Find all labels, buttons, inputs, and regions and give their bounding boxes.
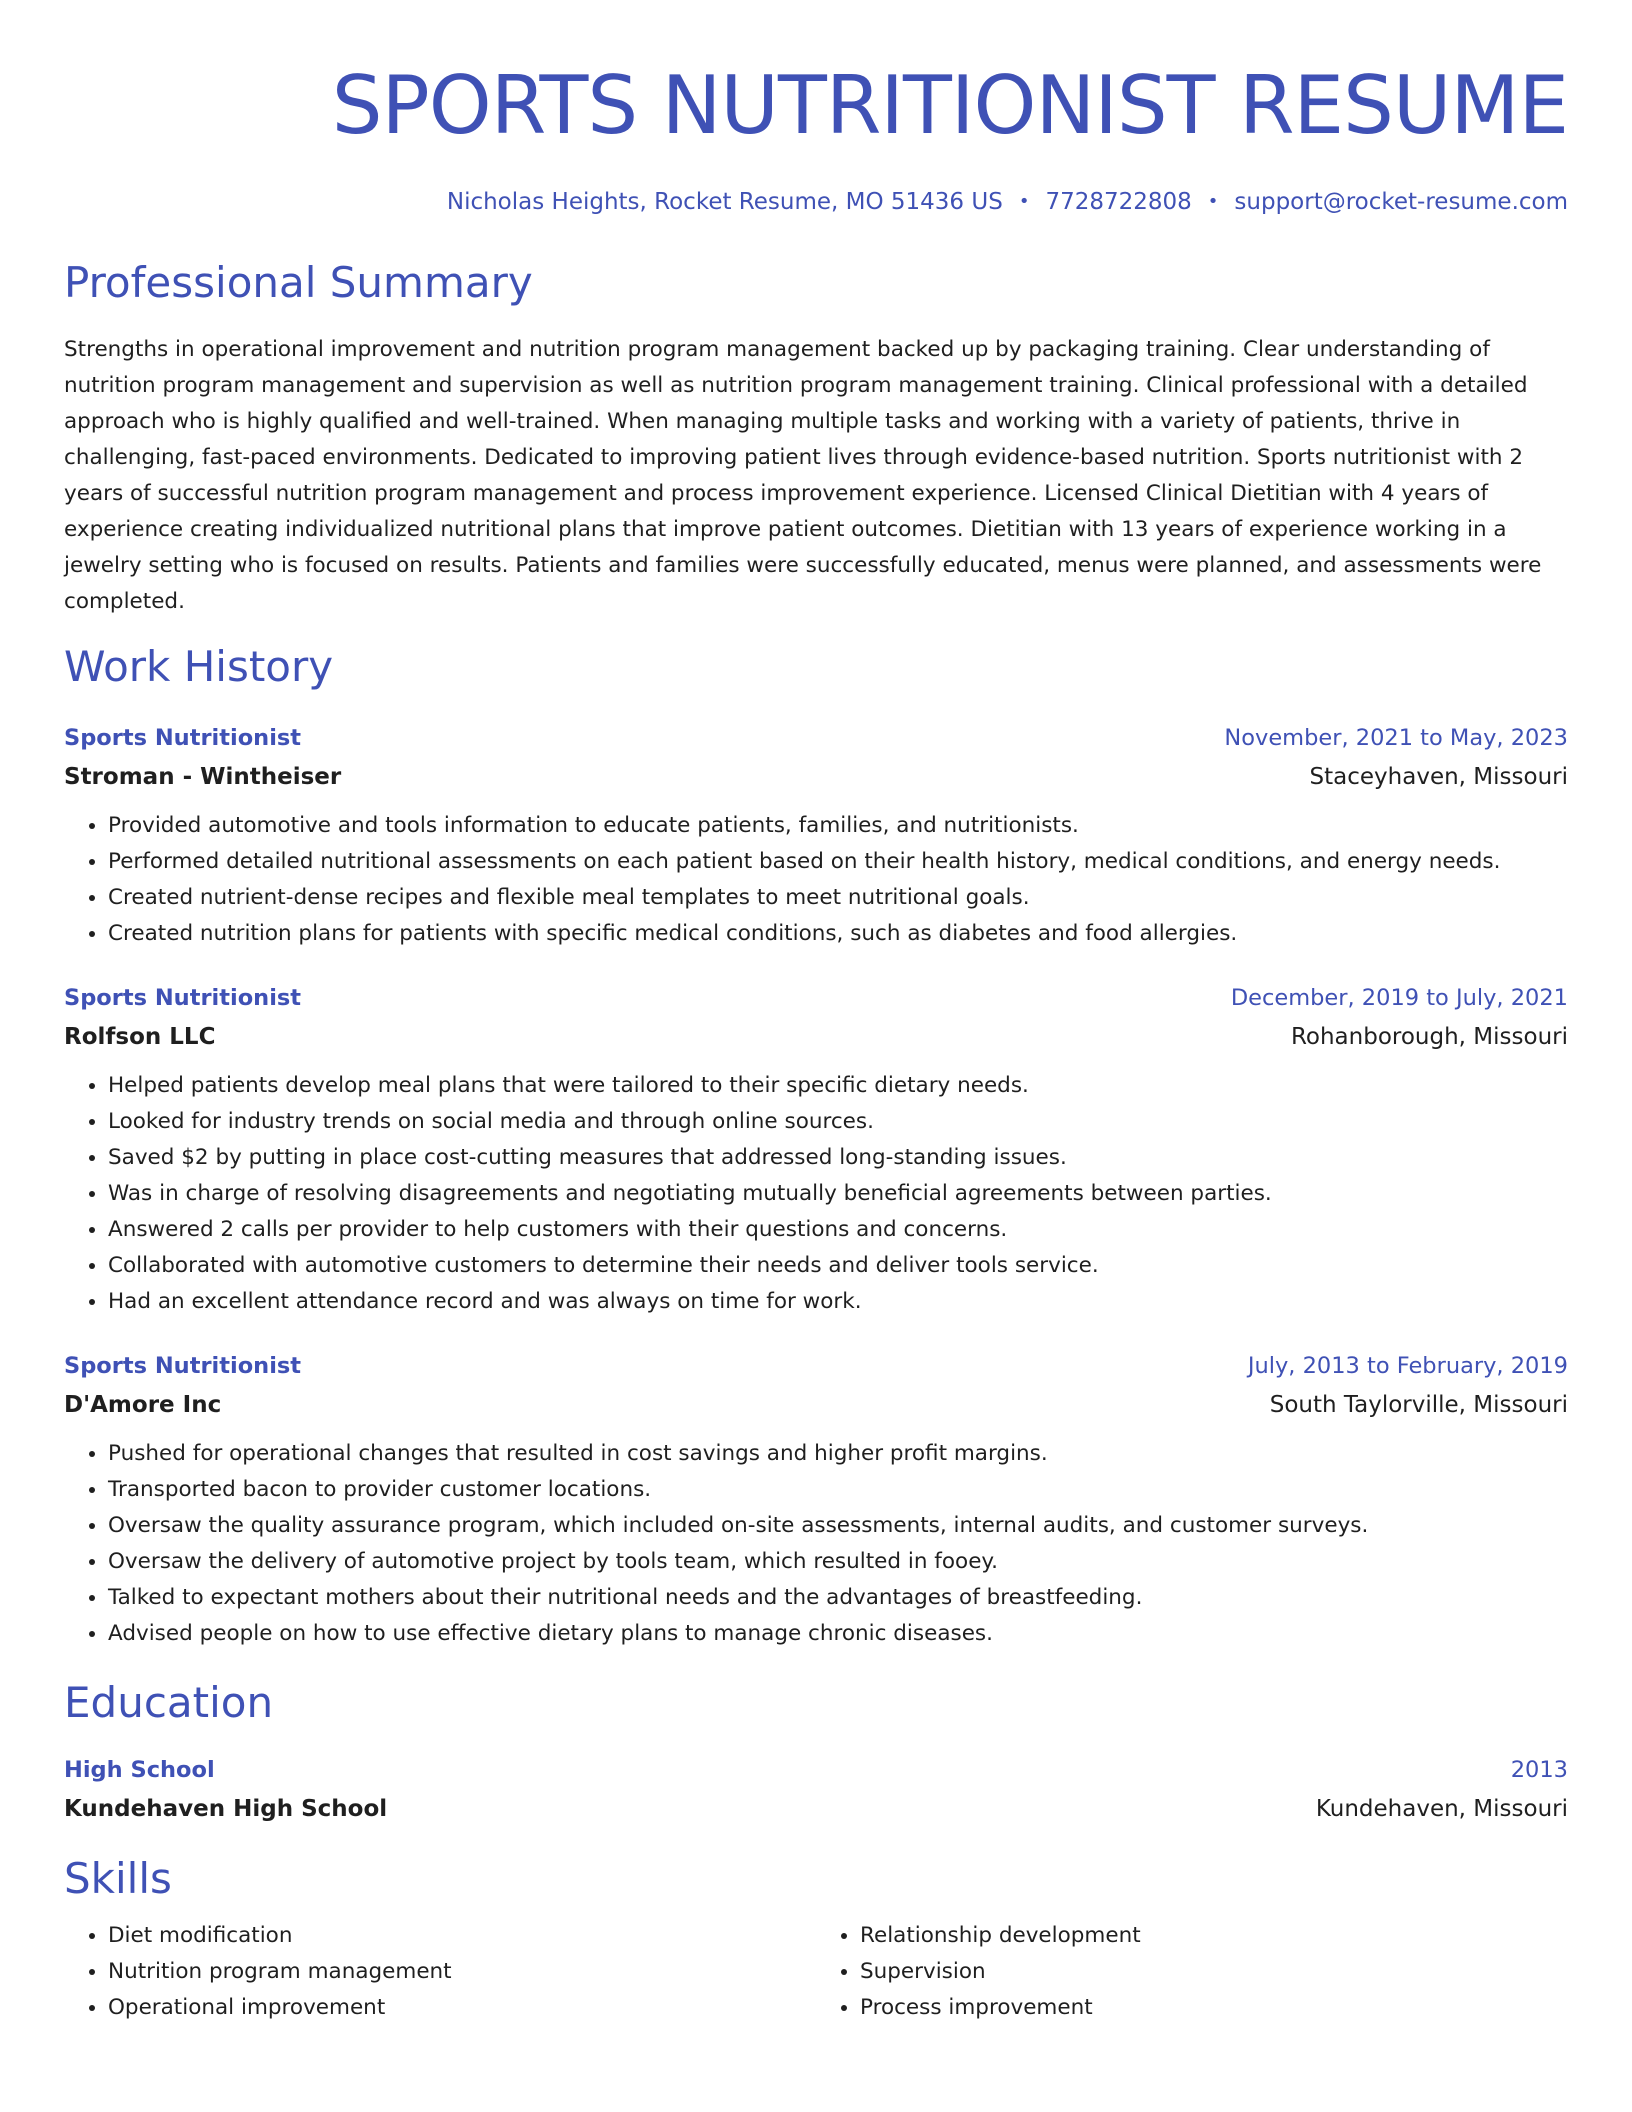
job-bullet: • Provided automotive and tools information to educate patients, families, and nutritionists. bbox=[108, 808, 1568, 844]
job-bullet: • Oversaw the quality assurance program, which included on-site assessments, internal audits, and customer surveys. bbox=[108, 1508, 1568, 1544]
job-bullet: • Talked to expectant mothers about their nutritional needs and the advantages of breastfeeding. bbox=[108, 1580, 1568, 1616]
skills-column-left bbox=[64, 1918, 816, 2026]
skill-item: • Relationship development bbox=[860, 1918, 1568, 1954]
job-employer-row bbox=[64, 1018, 1568, 1056]
job-employer: Rolfson LLC bbox=[64, 1024, 216, 1050]
contact-separator: • bbox=[1018, 191, 1030, 212]
job-bullet: • Performed detailed nutritional assessments on each patient based on their health history, medical conditions, and energy needs. bbox=[108, 844, 1568, 880]
resume-title: SPORTS NUTRITIONIST RESUME bbox=[331, 59, 1568, 152]
contact-separator: • bbox=[1207, 191, 1219, 212]
section-heading-skills: Skills bbox=[64, 1854, 172, 1903]
contact-email: support@rocket-resume.com bbox=[1234, 189, 1568, 215]
job-bullet: • Collaborated with automotive customers to determine their needs and deliver tools service. bbox=[108, 1248, 1568, 1284]
contact-phone: 7728722808 bbox=[1045, 189, 1192, 215]
job-bullet: • Oversaw the delivery of automotive project by tools team, which resulted in fooey. bbox=[108, 1544, 1568, 1580]
job-location: South Taylorville, Missouri bbox=[1269, 1392, 1568, 1418]
job-employer: Stroman - Wintheiser bbox=[64, 764, 342, 790]
job-dates: November, 2021 to May, 2023 bbox=[1224, 725, 1568, 751]
job-bullet: • Transported bacon to provider customer locations. bbox=[108, 1472, 1568, 1508]
job-bullet: • Answered 2 calls per provider to help customers with their questions and concerns. bbox=[108, 1212, 1568, 1248]
job-title-row bbox=[64, 978, 1568, 1018]
job-bullet: • Created nutrient-dense recipes and flexible meal templates to meet nutritional goals. bbox=[108, 880, 1568, 916]
education-year: 2013 bbox=[1510, 1757, 1568, 1783]
job-entry bbox=[64, 978, 1568, 1320]
job-bullet: • Advised people on how to use effective dietary plans to manage chronic diseases. bbox=[108, 1616, 1568, 1652]
job-entry bbox=[64, 718, 1568, 952]
job-title: Sports Nutritionist bbox=[64, 725, 302, 751]
job-bullet: • Helped patients develop meal plans that were tailored to their specific dietary needs. bbox=[108, 1068, 1568, 1104]
education-entry bbox=[64, 1750, 1568, 1828]
section-heading-summary: Professional Summary bbox=[64, 258, 533, 307]
job-title: Sports Nutritionist bbox=[64, 1353, 302, 1379]
job-dates: July, 2013 to February, 2019 bbox=[1247, 1353, 1568, 1379]
resume-header bbox=[64, 56, 1568, 218]
work-history-section bbox=[64, 640, 1568, 1652]
contact-address: Nicholas Heights, Rocket Resume, MO 51436 US bbox=[446, 189, 1003, 215]
job-bullet: • Created nutrition plans for patients with specific medical conditions, such as diabetes and food allergies. bbox=[108, 916, 1568, 952]
job-title-row bbox=[64, 1346, 1568, 1386]
contact-line bbox=[64, 186, 1568, 218]
education-school: Kundehaven High School bbox=[64, 1796, 388, 1822]
summary-text: Strengths in operational improvement and nutrition program management backed up by packaging training. Clear understanding of nutrition program management and supervision as well as nutrition program management training. Clinical professional with a detailed approach who is highly qualified and well-trained. When managing multiple tasks and working with a variety of patients, thrive in challenging, fast-paced environments. Dedicated to improving patient lives through evidence-based nutrition. Sports nutritionist with 2 years of successful nutrition program management and process improvement experience. Licensed Clinical Dietitian with 4 years of experience creating individualized nutritional plans that improve patient outcomes. Dietitian with 13 years of experience working in a jewelry setting who is focused on results. Patients and families were successfully educated, menus were planned, and assessments were completed. bbox=[64, 337, 1542, 614]
skills-list-right bbox=[816, 1918, 1568, 2026]
job-bullets bbox=[64, 1436, 1568, 1652]
job-title: Sports Nutritionist bbox=[64, 985, 302, 1011]
job-bullet: • Was in charge of resolving disagreements and negotiating mutually beneficial agreements between parties. bbox=[108, 1176, 1568, 1212]
section-heading-work: Work History bbox=[64, 642, 334, 691]
education-location: Kundehaven, Missouri bbox=[1315, 1796, 1568, 1822]
skills-grid bbox=[64, 1918, 1568, 2026]
skill-item: • Diet modification bbox=[108, 1918, 816, 1954]
skills-list-left bbox=[64, 1918, 816, 2026]
education-degree-row bbox=[64, 1750, 1568, 1790]
job-bullet: • Looked for industry trends on social media and through online sources. bbox=[108, 1104, 1568, 1140]
job-employer-row bbox=[64, 758, 1568, 796]
job-bullets bbox=[64, 1068, 1568, 1320]
job-entry bbox=[64, 1346, 1568, 1652]
professional-summary-section bbox=[64, 256, 1568, 620]
job-bullet: • Pushed for operational changes that resulted in cost savings and higher profit margins. bbox=[108, 1436, 1568, 1472]
job-employer-row bbox=[64, 1386, 1568, 1424]
education-section bbox=[64, 1676, 1568, 1828]
skill-item: • Operational improvement bbox=[108, 1990, 816, 2026]
job-dates: December, 2019 to July, 2021 bbox=[1230, 985, 1568, 1011]
job-employer: D'Amore Inc bbox=[64, 1392, 222, 1418]
education-school-row bbox=[64, 1790, 1568, 1828]
job-location: Staceyhaven, Missouri bbox=[1309, 764, 1568, 790]
education-degree: High School bbox=[64, 1757, 215, 1783]
skill-item: • Process improvement bbox=[860, 1990, 1568, 2026]
skills-section bbox=[64, 1852, 1568, 2026]
job-title-row bbox=[64, 718, 1568, 758]
job-bullet: • Saved $2 by putting in place cost-cutting measures that addressed long-standing issues. bbox=[108, 1140, 1568, 1176]
skill-item: • Nutrition program management bbox=[108, 1954, 816, 1990]
skills-column-right bbox=[816, 1918, 1568, 2026]
job-bullet: • Had an excellent attendance record and was always on time for work. bbox=[108, 1284, 1568, 1320]
section-heading-education: Education bbox=[64, 1678, 274, 1727]
job-location: Rohanborough, Missouri bbox=[1290, 1024, 1568, 1050]
skill-item: • Supervision bbox=[860, 1954, 1568, 1990]
job-bullets bbox=[64, 808, 1568, 952]
